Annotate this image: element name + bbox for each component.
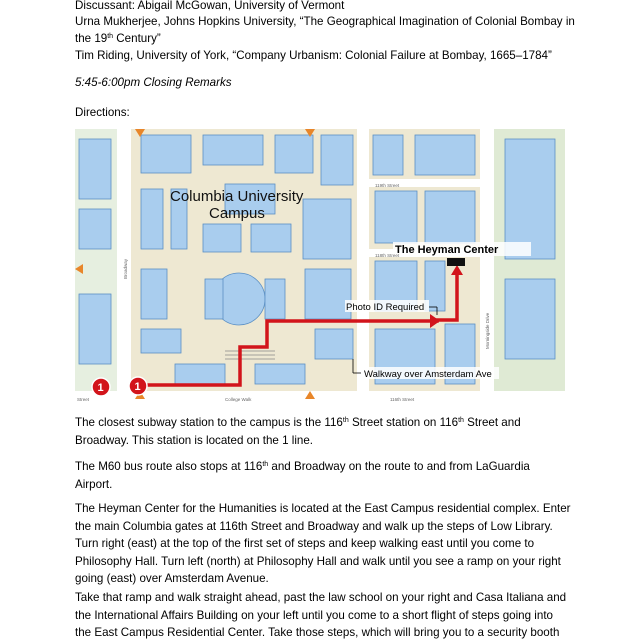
- campus-label-1: Columbia University: [170, 188, 304, 205]
- svg-text:1: 1: [134, 381, 141, 393]
- morningside-road: [480, 129, 494, 406]
- svg-text:1: 1: [97, 382, 104, 394]
- street-119-label: 119th Street: [375, 183, 400, 188]
- campus-map: [75, 129, 565, 406]
- campus-label-2: Campus: [209, 205, 265, 222]
- closing-remarks: 5:45-6:00pm Closing Remarks: [75, 76, 232, 89]
- amsterdam-road: [357, 129, 369, 406]
- broadway-label: Broadway: [123, 258, 128, 279]
- college-walk-label: College Walk: [225, 397, 252, 402]
- morningside-label: Morningside Drive: [485, 312, 490, 349]
- discussant-line: Discussant: Abigail McGowan, University of Vermont: [75, 0, 345, 12]
- street-left-label: Street: [77, 397, 90, 402]
- speaker-line-1: Urna Mukherjee, Johns Hopkins University, “The Geographical Imagination of Colonial Bombay in: [75, 15, 575, 28]
- para-subway: The closest subway station to the campus is the 116th Street station on 116th Street and Broadway. This station is located on the 1 line.: [75, 416, 521, 447]
- para-heyman-directions: The Heyman Center for the Humanities is located at the East Campus residential complex. Enter the main Columbia gates at 116th Street and Broadway and walk up the steps of Low Library. Turn right (east) at the top of the first set of steps and keep walking east until you come to Philosophy Hall. Turn left (north) at Philosophy Hall and walk until you see a ramp on your right going (east) over Amsterdam Avenue.: [75, 502, 571, 585]
- para-bus: The M60 bus route also stops at 116th and Broadway on the route to and from LaGuardia Airport.: [75, 460, 530, 491]
- street-116: [75, 391, 565, 406]
- directions-heading: Directions:: [75, 106, 130, 119]
- heyman-marker: [447, 258, 465, 266]
- para-ramp-directions: Take that ramp and walk straight ahead, past the law school on your right and Casa Italiana and the International Affairs Building on your left until you come to a short flight of steps going into the East Campus Residential Center. Take those steps, which will bring you to a security booth: [75, 591, 567, 639]
- heyman-label: The Heyman Center: [395, 244, 499, 256]
- photo-id-label: Photo ID Required: [346, 302, 425, 313]
- walkway-label: Walkway over Amsterdam Ave: [364, 369, 492, 380]
- speaker-line-1-cont: the 19th Century”: [75, 32, 161, 45]
- speaker-line-2: Tim Riding, University of York, “Company Urbanism: Colonial Failure at Bombay, 1665–1784”: [75, 49, 552, 62]
- street-118-label: 118th Street: [375, 253, 400, 258]
- street-116-right-label: 116th Street: [390, 397, 415, 402]
